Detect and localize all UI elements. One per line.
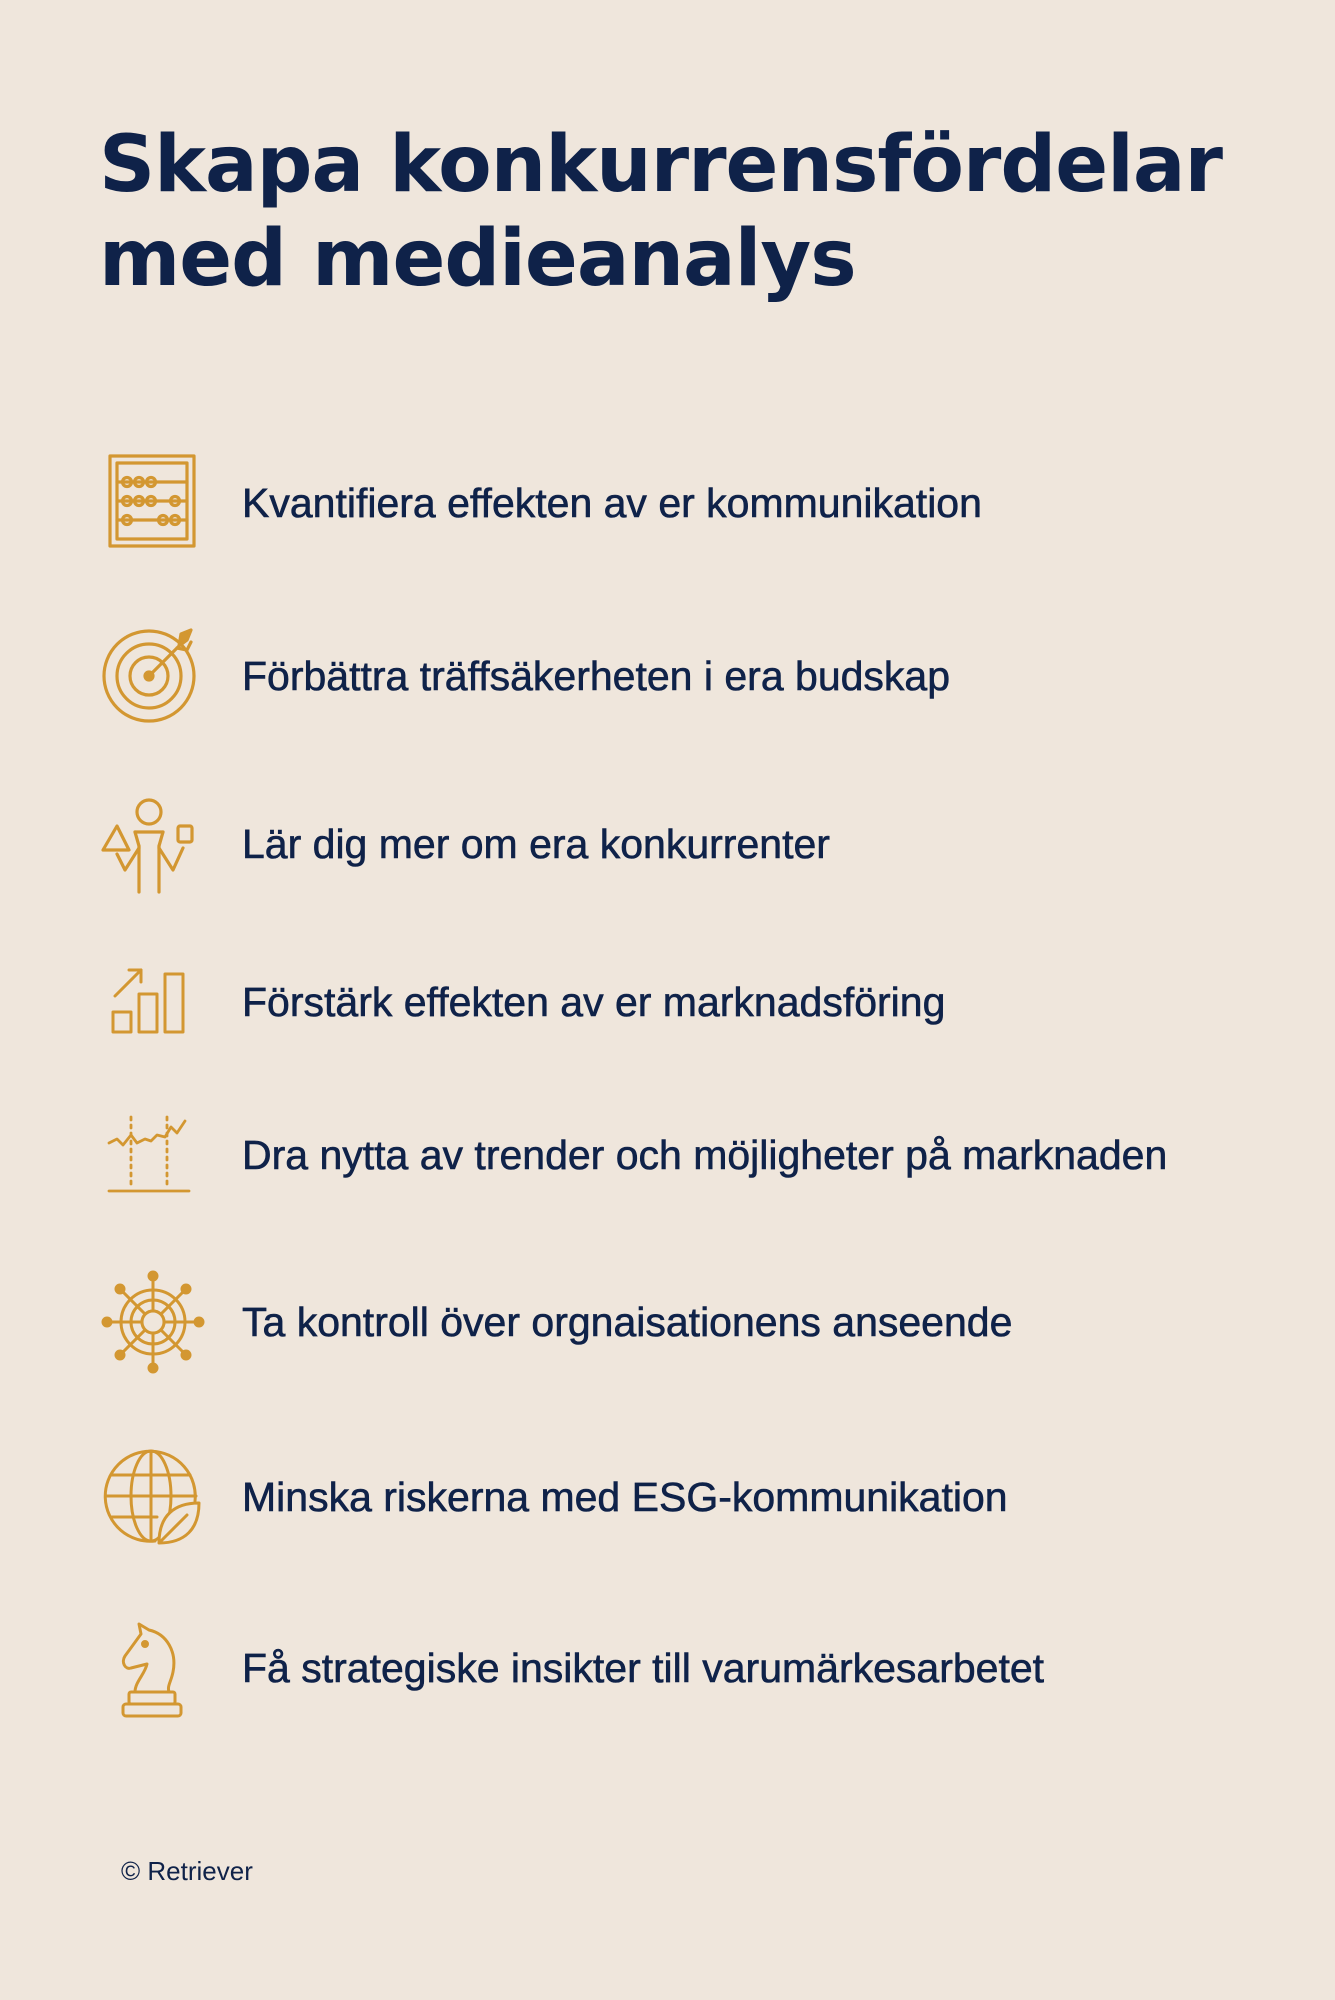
item-label: Minska riskerna med ESG-kommunikation	[242, 1474, 1008, 1520]
ship-wheel-icon	[95, 1266, 205, 1376]
item-label: Lär dig mer om era konkurrenter	[242, 821, 830, 867]
list-item-reputation	[0, 1266, 1335, 1376]
copyright-text: © Retriever	[121, 1856, 253, 1886]
growth-bar-chart-icon	[95, 946, 205, 1056]
chess-knight-icon	[95, 1612, 205, 1722]
item-label: Förstärk effekten av er marknadsföring	[242, 979, 946, 1025]
trend-chart-icon	[95, 1099, 205, 1209]
item-label: Ta kontroll över orgnaisationens anseende	[242, 1299, 1013, 1345]
list-item-trends	[0, 1099, 1335, 1209]
page-title	[99, 118, 1279, 306]
abacus-icon	[95, 447, 205, 557]
list-item-marketing	[0, 946, 1335, 1056]
item-label: Få strategiske insikter till varumärkesarbetet	[242, 1645, 1045, 1691]
list-item-esg	[0, 1441, 1335, 1551]
person-comparing-icon	[95, 788, 205, 898]
title-line-2: med medieanalys	[99, 214, 856, 304]
list-item-competitors	[0, 788, 1335, 898]
list-item-quantify	[0, 447, 1335, 557]
item-label: Dra nytta av trender och möjligheter på marknaden	[242, 1132, 1168, 1178]
item-label: Förbättra träffsäkerheten i era budskap	[242, 653, 951, 699]
list-item-brand	[0, 1612, 1335, 1722]
list-item-accuracy	[0, 620, 1335, 730]
target-icon	[95, 620, 205, 730]
title-line-1: Skapa konkurrensfördelar	[99, 120, 1222, 210]
globe-leaf-icon	[95, 1441, 205, 1551]
item-label: Kvantifiera effekten av er kommunikation	[242, 480, 982, 526]
